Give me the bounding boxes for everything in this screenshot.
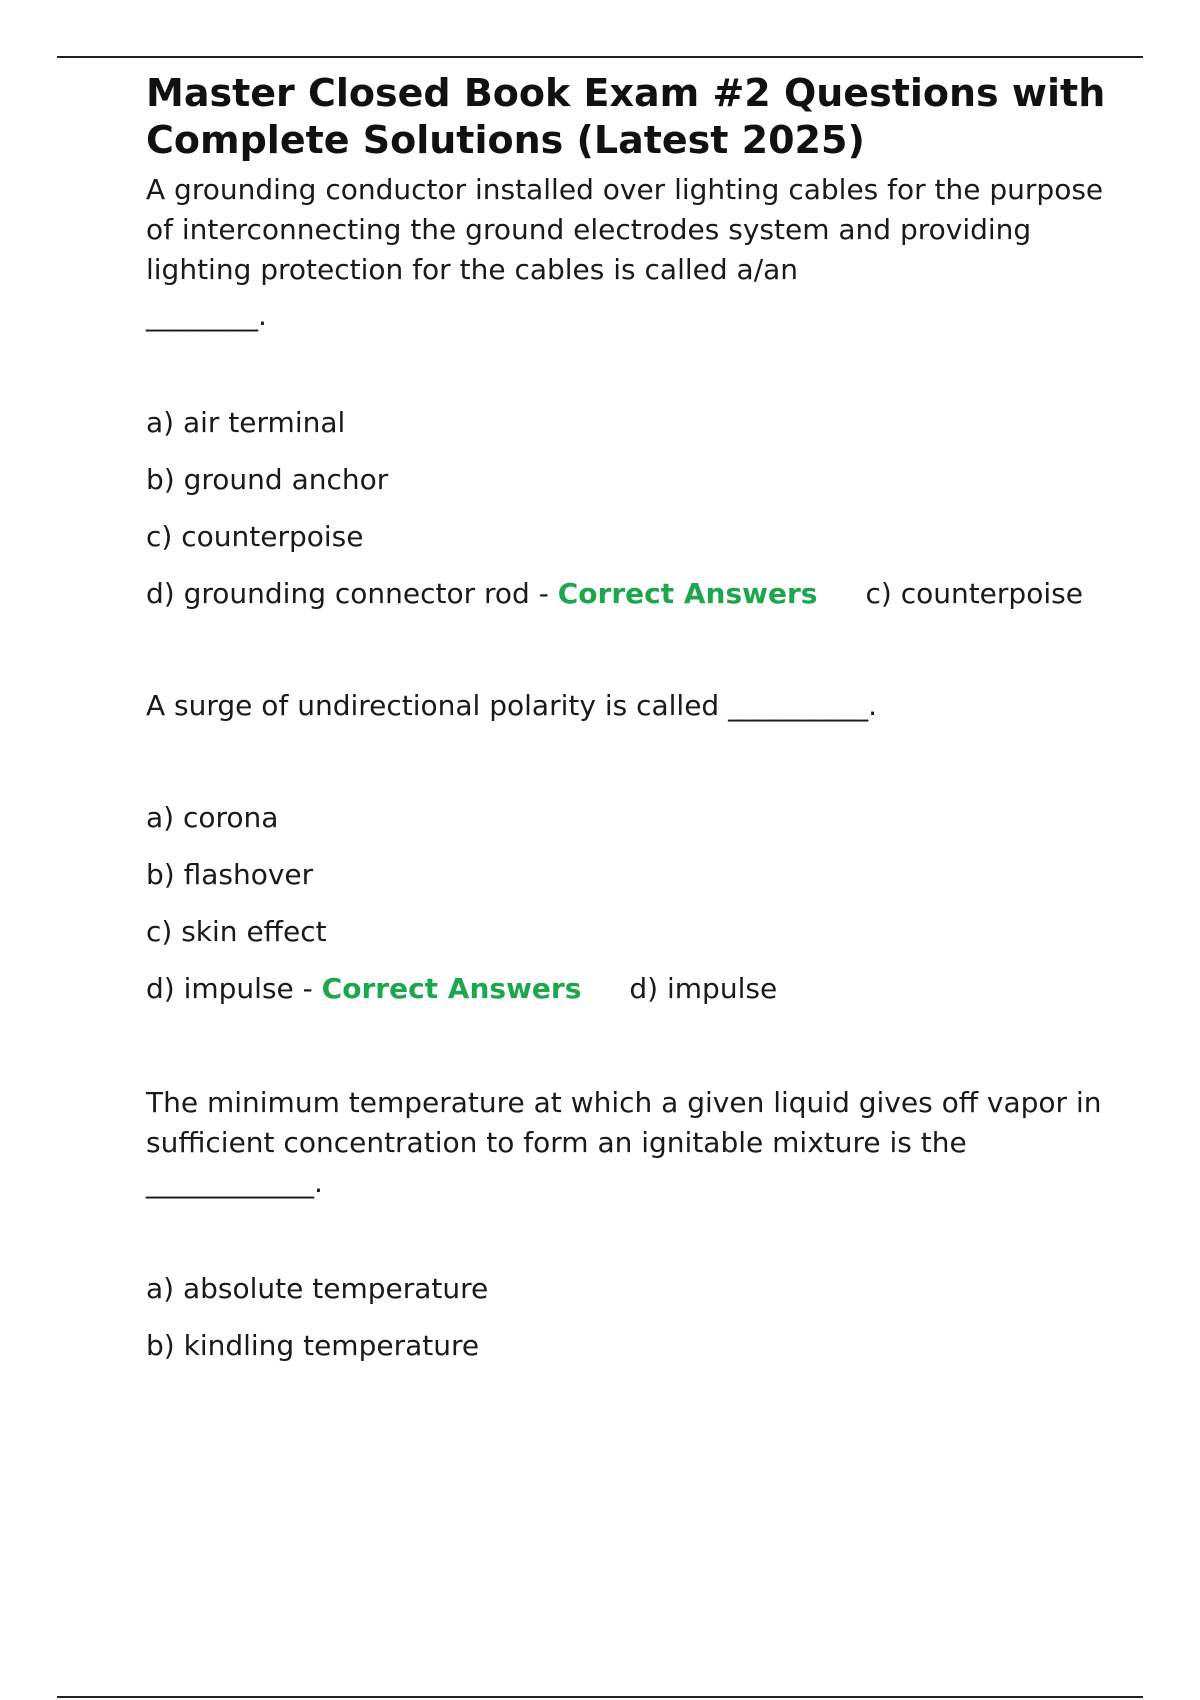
option-c: c) skin effect (146, 915, 327, 948)
question-block-3 (146, 1083, 1106, 1366)
option-a: a) air terminal (146, 406, 346, 439)
correct-answers-label: Correct Answers (321, 972, 582, 1005)
question-text: A grounding conductor installed over lighting cables for the purpose of interconnecting the ground electrodes system and providing lighting protection for the cables is called a/an (146, 173, 1104, 286)
document-title: Master Closed Book Exam #2 Questions with Complete Solutions (Latest 2025) (146, 71, 1106, 162)
option-d-with-answer (146, 574, 1106, 614)
option-d: d) grounding connector rod - (146, 577, 558, 610)
top-rule (57, 56, 1143, 58)
question-block-2 (146, 686, 1106, 1009)
correct-answer: c) counterpoise (865, 577, 1083, 610)
option-c: c) counterpoise (146, 520, 364, 553)
correct-answer: d) impulse (629, 972, 778, 1005)
option-d-with-answer (146, 969, 1106, 1009)
bottom-rule (57, 1696, 1143, 1698)
question-text: The minimum temperature at which a given liquid gives off vapor in sufficient concentration to form an ignitable mixture is the ____________. (146, 1086, 1102, 1199)
option-a: a) corona (146, 801, 279, 834)
question-block-1 (146, 170, 1106, 614)
correct-answers-label: Correct Answers (557, 577, 818, 610)
question-text: A surge of undirectional polarity is called __________. (146, 689, 877, 722)
option-b: b) flashover (146, 858, 314, 891)
option-b: b) kindling temperature (146, 1329, 480, 1362)
option-b: b) ground anchor (146, 463, 389, 496)
answer-blank: ________. (146, 299, 267, 332)
option-d: d) impulse - (146, 972, 322, 1005)
option-a: a) absolute temperature (146, 1272, 489, 1305)
document-body (146, 70, 1106, 1383)
